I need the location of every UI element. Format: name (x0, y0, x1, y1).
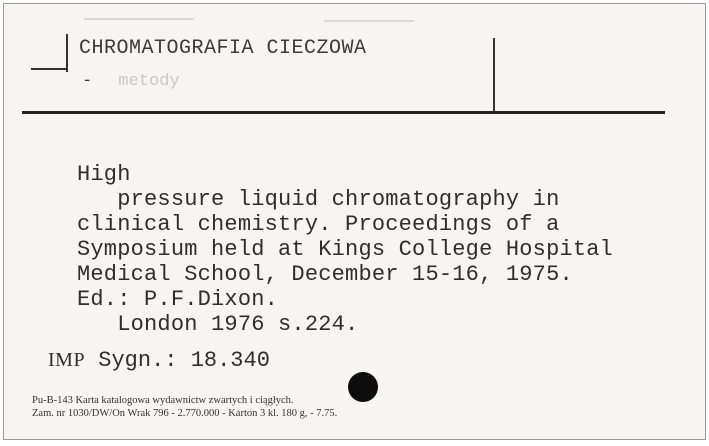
faded-subheading: metody (118, 72, 180, 91)
card-punch-hole (348, 372, 378, 402)
corner-rule (31, 68, 67, 70)
record-line: Symposium held at Kings College Hospital (77, 237, 614, 262)
header-divider (22, 111, 665, 114)
faint-mark (84, 18, 194, 20)
record-line: London 1976 s.224. (77, 312, 359, 337)
faint-mark (324, 20, 414, 22)
header-right-rule (493, 38, 495, 112)
record-line: pressure liquid chromatography in (77, 187, 560, 212)
card-footer (32, 394, 337, 420)
call-number-value: 18.340 (190, 348, 270, 373)
subject-heading: CHROMATOGRAFIA CIECZOWA (79, 37, 367, 60)
call-number (48, 348, 270, 373)
header-left-rule (66, 34, 68, 72)
footer-line: Pu-B-143 Karta katalogowa wydawnictw zwartych i ciągłych. (32, 395, 294, 406)
record-line: clinical chemistry. Proceedings of a (77, 212, 560, 237)
library-code: IMP (48, 349, 86, 371)
subheading-dash: - (82, 72, 93, 91)
record-line: High (77, 162, 131, 187)
call-number-label: Sygn.: (98, 348, 178, 373)
catalog-card (3, 3, 706, 440)
record-line: Ed.: P.F.Dixon. (77, 287, 279, 312)
bibliographic-record (77, 162, 613, 337)
subject-subheading (82, 72, 180, 91)
footer-line: Zam. nr 1030/DW/On Wrak 796 - 2.770.000 - Karton 3 kl. 180 g, - 7.75. (32, 408, 338, 419)
record-line: Medical School, December 15-16, 1975. (77, 262, 573, 287)
